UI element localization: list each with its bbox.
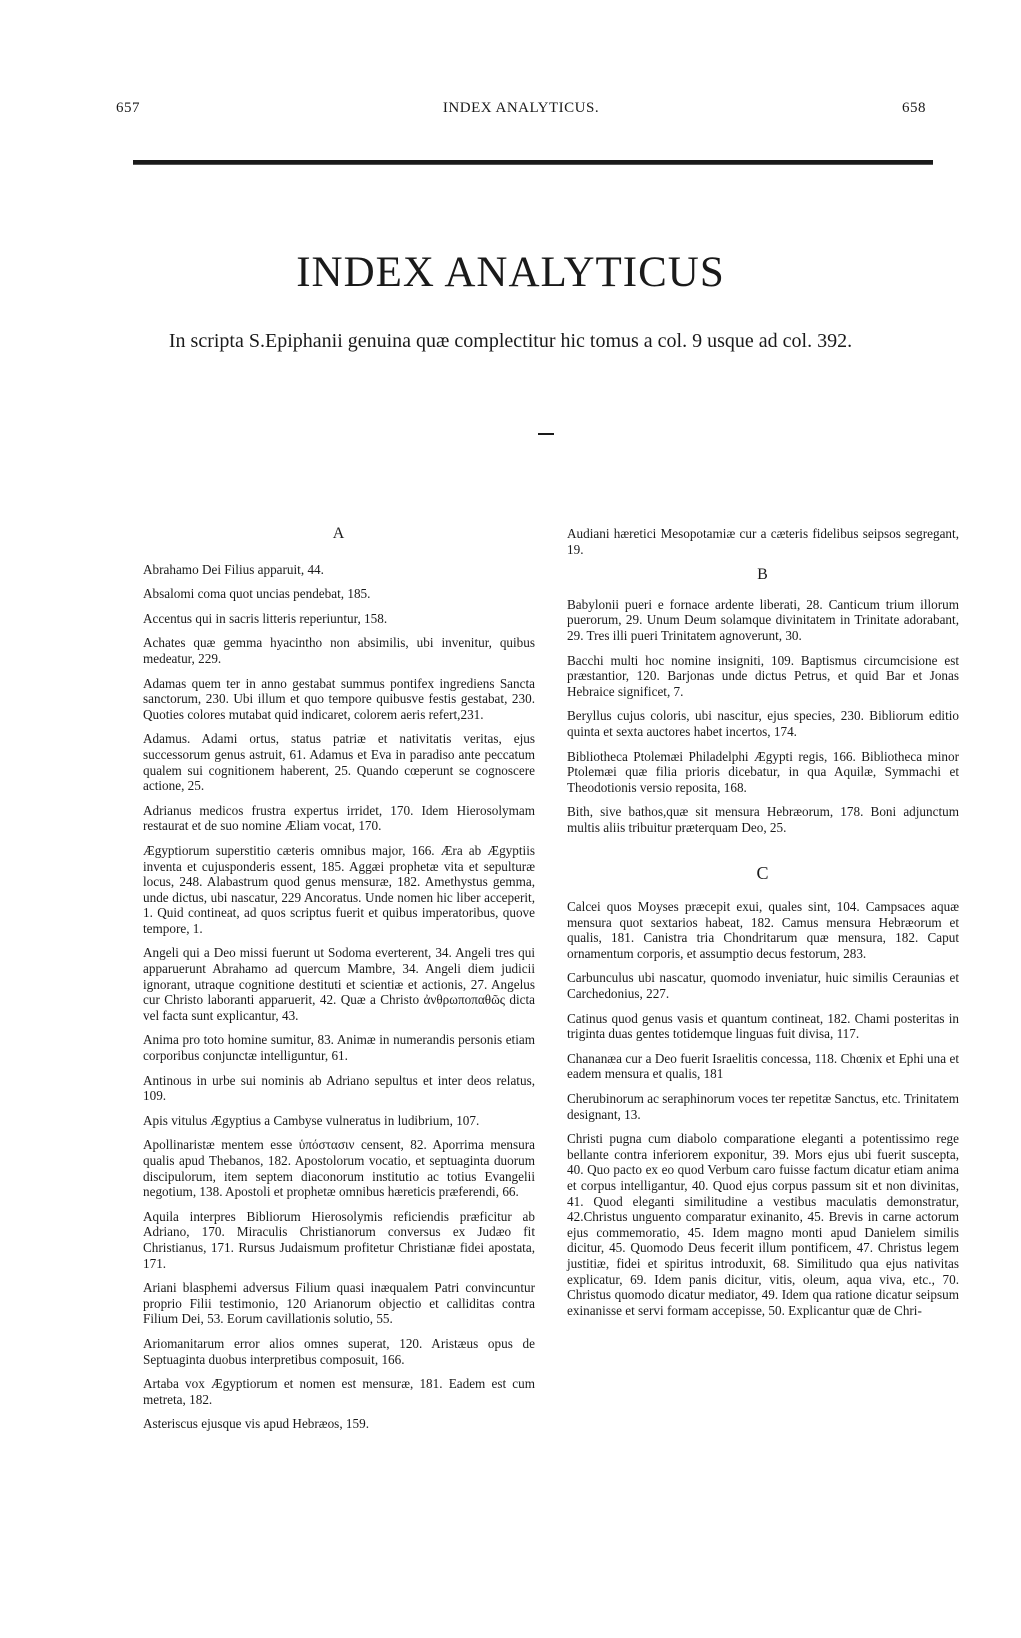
left-column (143, 526, 535, 1441)
index-entry: Cherubinorum ac seraphinorum voces ter repetitæ Sanctus, etc. Trinitatem designant, 13. (567, 1091, 959, 1122)
index-entry: Asteriscus ejusque vis apud Hebræos, 159. (143, 1416, 369, 1432)
right-c-entries (567, 899, 959, 1318)
section-letter-b: B (757, 566, 769, 584)
index-entry: Adrianus medicos frustra expertus irridet, 170. Idem Hierosolymam restaurat et de suo nomine Æliam vocat, 170. (143, 802, 535, 834)
index-entry: Chananæa cur a Deo fuerit Israelitis concessa, 118. Chœnix et Ephi una et eadem mensura et qualis, 181 (567, 1050, 959, 1082)
separator-dash (538, 433, 554, 435)
left-entries (143, 562, 535, 1432)
index-entry: Bibliotheca Ptolemæi Philadelphi Ægypti regis, 166. Bibliotheca minor Ptolemæi quæ filia prioris dicebatur, in qua Aquilæ, Symmachi et Theodotionis versio reposita, 168. (567, 748, 959, 795)
section-letter-a: A (332, 525, 346, 542)
index-entry: Bith, sive bathos,quæ sit mensura Hebræorum, 178. Boni adjunctum multis aliis tribuitur præterquam Deo, 25. (567, 804, 959, 835)
right-a-entries (567, 526, 959, 557)
index-entry: Absalomi coma quot uncias pendebat, 185. (143, 586, 371, 602)
index-entry: Angeli qui a Deo missi fuerunt ut Sodoma everterent, 34. Angeli tres qui apparuerunt Abrahamo ad quercum Mambre, 34. Angeli diem judicii ignorant, utraque cognitione destituti et scientiæ et actionis, 27. Angelus cur Christo laboranti apparuerit, 42. Quæ a Christo ἀνθρωποπαθῶς dicta vel facta sunt explicantur, 43. (143, 945, 535, 1023)
index-entry: Adamus. Adami ortus, status patriæ et nativitatis veritas, ejus successorum genus astruit, 61. Adamus et Eva in paradiso ante peccatum qualem sui cognitionem haberent, 25. Quando cœperunt se cognoscere actione, 25. (143, 731, 535, 794)
index-entry: Ariomanitarum error alios omnes superat, 120. Aristæus opus de Septuaginta duobus interpretibus composuit, 166. (143, 1335, 535, 1367)
index-entry: Calcei quos Moyses præcepit exui, quales sint, 104. Campsaces aquæ mensura quot sextarios habeat, 182. Camus mensura Hebræorum et qualis, 181. Canistra tria Chondritarum quæ mensura, 182. Caput ornamentum corporis, et assumptio decus festorum, 283. (567, 899, 959, 961)
index-entry: Abrahamo Dei Filius apparuit, 44. (143, 561, 324, 577)
index-entry: Apollinaristæ mentem esse ὑπόστασιν censent, 82. Aporrima mensura qualis apud Thebanos, 182. Apostolorum vocatio, et septuaginta duorum discipulorum, item septem diaconorum institutio ac totius Evangelii negotium, 138. Apostoli et prophetæ omnibus hæreticis præferendi, 66. (143, 1137, 535, 1200)
index-entry: Catinus quod genus vasis et quantum contineat, 182. Chami posteritas in triginta duas gentes totidemque linguas fuit divisa, 117. (567, 1010, 959, 1042)
right-b-entries (567, 597, 959, 836)
index-entry: Christi pugna cum diabolo comparatione eleganti a potentissimo rege bellante contra inferiorem exponitur, 39. Mors ejus ubi fuerit suscepta, 40. Quo pacto ex eo quod Verbum caro fuisse factum dicatur etiam anima et corpus intelligantur, 40. Quod ejus corpus passum sit et non divinitas, 41. Quod eleganti similitudine a vestibus maculatis demonstratur, 42.Christus unguento comparatur exinanito, 45. Brevis in carne actorum ejus commemoratio, 45. Idem magno monti apud Danielem similis dicitur, 45. Quomodo Deus fecerit illum pontificem, 47. Christus legem justitiæ, fidei et spiritus introduxit, 68. Similitudo qua ejus nativitas explicatur, 69. Idem panis dicitur, vitis, oleum, aqua viva, etc., 70. Christus quomodo dicatur mediator, 49. Idem qua ratione dicatur seipsum exinanisse et servi formam accepisse, 50. Explicantur quæ de Chri- (567, 1131, 959, 1318)
index-entry: Adamas quem ter in anno gestabat summus pontifex ingrediens Sancta sanctorum, 230. Ubi illum et quo tempore quibusve festis gestabat, 230. Quoties colores mutabat quid indicaret, colorem aeris refert,231. (143, 675, 535, 722)
index-entry: Accentus qui in sacris litteris reperiuntur, 158. (143, 610, 388, 626)
header-rule (133, 160, 933, 165)
right-column (567, 526, 959, 1327)
index-entry: Bacchi multi hoc nomine insigniti, 109. Baptismus circumcisione est præstantior, 120. Barjonas unde dictus Petrus, et quid Bar et Jonas Hebraice significet, 7. (567, 652, 959, 699)
index-entry: Aquila interpres Bibliorum Hierosolymis reficiendis præficitur ab Adriano, 170. Miraculis Christianorum conversus ex Judæo fit Christianus, 171. Rursus Judaismum profitetur Christianæ fidei apostata, 171. (143, 1208, 535, 1271)
index-entry: Artaba vox Ægyptiorum et nomen est mensuræ, 181. Eadem est cum metreta, 182. (143, 1376, 535, 1407)
index-entry: Ariani blasphemi adversus Filium quasi inæqualem Patri convincuntur proprio Filii testimonio, 120 Arianorum objectio et calliditas contra Filium Dei, 53. Eorum cavillationis solutio, 55. (143, 1280, 535, 1327)
running-title: INDEX ANALYTICUS. (442, 100, 600, 116)
page-title: INDEX ANALYTICUS (296, 249, 725, 296)
section-letter-c: C (756, 862, 770, 883)
index-entry: Babylonii pueri e fornace ardente liberati, 28. Canticum trium illorum puerorum, 29. Unum Deum solamque divinitatem in Trinitate adorabant, 29. Tres illi pueri Trinitatem agnoverunt, 30. (567, 596, 959, 643)
page-subtitle: In scripta S.Epiphanii genuina quæ complectitur hic tomus a col. 9 usque ad col. 392. (168, 330, 853, 352)
page-number-right: 658 (902, 100, 926, 116)
index-entry: Audiani hæretici Mesopotamiæ cur a cæteris fidelibus seipsos segregant, 19. (567, 526, 959, 557)
running-head (116, 100, 926, 124)
index-entry: Beryllus cujus coloris, ubi nascitur, ejus species, 230. Bibliorum editio quinta et sexta auctores habet incertos, 174. (567, 708, 959, 739)
index-entry: Carbunculus ubi nascatur, quomodo inveniatur, huic similis Ceraunias et Carchedonius, 227. (567, 970, 959, 1002)
index-entry: Ægyptiorum superstitio cæteris omnibus major, 166. Æra ab Ægyptiis inventa et cujusponderis essent, 185. Aggæi prophetæ vita et sepulturæ locus, 248. Alabastrum quod genus mensuræ, 182. Amethystus gemma, unde dictus, ubi nascatur, 229 Ancoratus. Unde nomen hic liber acceperit, 1. Quid contineat, ad quos scriptus fuerit et quibus imperatoribus, quove tempore, 1. (143, 842, 535, 936)
index-entry: Antinous in urbe sui nominis ab Adriano sepultus et inter deos relatus, 109. (143, 1072, 535, 1104)
page-number-left: 657 (116, 100, 140, 116)
index-entry: Achates quæ gemma hyacintho non absimilis, ubi invenitur, quibus medeatur, 229. (143, 635, 535, 666)
index-entry: Apis vitulus Ægyptius a Cambyse vulneratus in ludibrium, 107. (143, 1112, 480, 1128)
index-entry: Anima pro toto homine sumitur, 83. Animæ in numerandis personis etiam corporibus conjunctæ intelliguntur, 61. (143, 1032, 535, 1064)
